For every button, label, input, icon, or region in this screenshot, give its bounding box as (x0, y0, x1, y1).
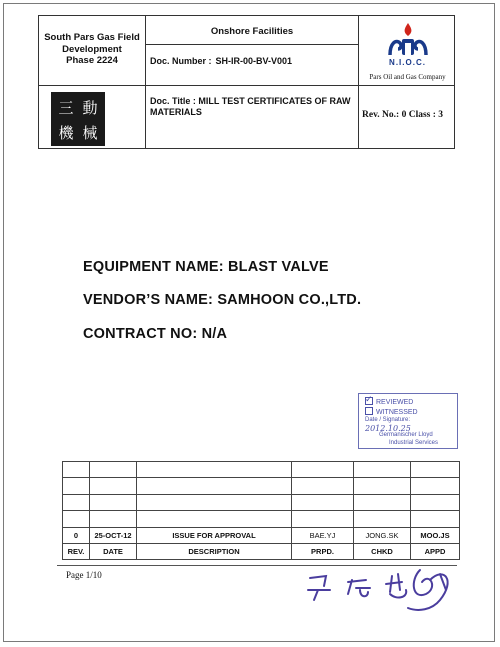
page-number: Page 1/10 (66, 570, 102, 580)
vendor-logo: 三 動 機 械 (51, 92, 105, 146)
checkbox-checked-icon (365, 397, 373, 405)
revision-info: Rev. No.: 0 Class : 3 (362, 110, 444, 120)
table-row: 0 25-OCT-12 ISSUE FOR APPROVAL BAE.YJ JONG.SK MOO.JS (63, 527, 460, 543)
table-row (63, 462, 460, 478)
table-header-row: REV. DATE DESCRIPTION PRPD. CHKD APPD (63, 543, 460, 559)
table-row (63, 511, 460, 527)
doc-title-value: MILL TEST CERTIFICATES OF RAW MATERIALS (150, 96, 351, 117)
handwritten-signature (290, 560, 475, 622)
nioc-logo: N.I.O.C. Pars Oil and Gas Company (359, 16, 456, 85)
doc-number: Doc. Number : SH-IR-00-BV-V001 (150, 56, 293, 66)
project-name: South Pars Gas Field Development Phase 2224 (44, 32, 140, 66)
contract-number: CONTRACT NO: N/A (83, 326, 228, 342)
stamp-handwritten-date: 2012.10.25 (365, 424, 411, 433)
nioc-flame-icon (386, 21, 430, 59)
review-stamp: ✓REVIEWED WITNESSED Date / Signature: 2012.10.25 Germanischer Lloyd Industrial Services (358, 393, 458, 449)
client-name: Pars Oil and Gas Company (369, 73, 446, 81)
checkbox-icon (365, 407, 373, 415)
equipment-name: EQUIPMENT NAME: BLAST VALVE (83, 259, 329, 275)
revision-table (62, 461, 460, 560)
document-header (38, 15, 455, 149)
facility-title: Onshore Facilities (210, 26, 294, 37)
table-row (63, 494, 460, 510)
table-row (63, 478, 460, 494)
doc-title: Doc. Title : MILL TEST CERTIFICATES OF RAW MATERIALS (150, 96, 351, 117)
vendor-name: VENDOR’S NAME: SAMHOON CO.,LTD. (83, 292, 362, 308)
doc-number-value: SH-IR-00-BV-V001 (215, 56, 293, 66)
